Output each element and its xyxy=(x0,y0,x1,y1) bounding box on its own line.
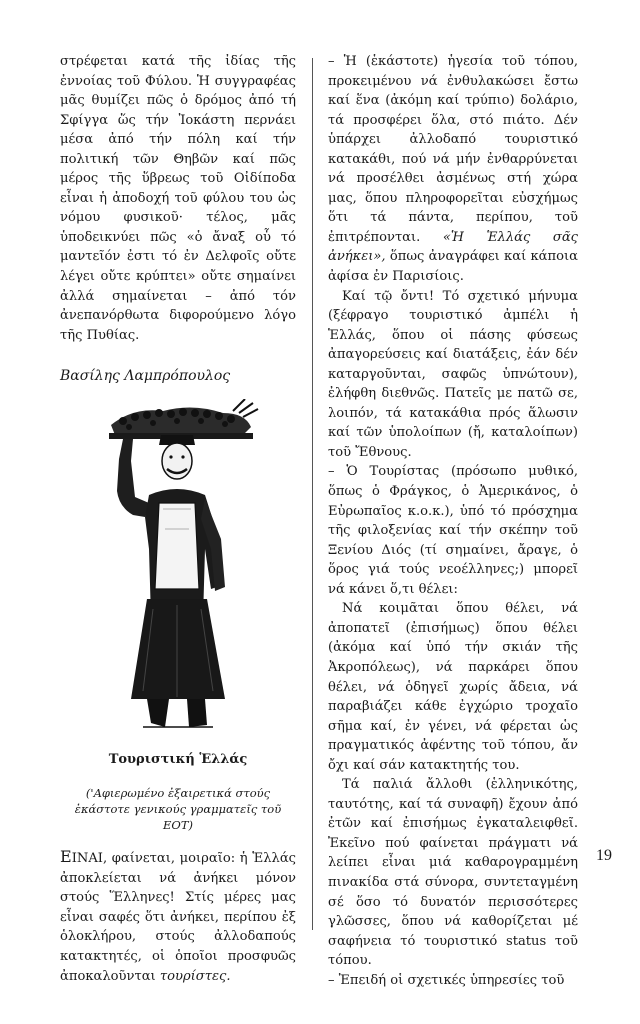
page-number: 19 xyxy=(596,847,612,864)
paragraph-alibis: Τά παλιά ἄλλοθι (ἑλληνικότης, ταυτότης, καί τά συναφῆ) ἔχουν ἀπό ἐτῶν καί ἐπισήμως ἐγκαταλειφθεῖ. Ἐκεῖνο πού φαίνεται πράγματι νά λείπει εἶναι μιά καθαρογραμμένη πινακίδα στά σύνορα, συντεταγμένη σέ ὅσο τό δυνατόν περισσότερες γλῶσσες, ὅπου νά καθορίζεται μέ σαφήνεια τό τουριστικό status τοῦ τόπου. xyxy=(328,777,578,969)
article-opening-paragraph xyxy=(60,847,296,986)
leadership-text: – Ἡ (ἑκάστοτε) ἡγεσία τοῦ τόπου, προκειμένου νά ἐνθυλακώσει ἔστω καί ἕνα (ἀκόμη καί τρύπιο) δολάριο, τά προσφέρει ὅλα, στό πιάτο. Δέν ὑπάρχει ἀλλοδαπό τουριστικό κατακάθι, πού νά μήν ἐνθαρρύνεται νά προσέλθει ἀσμένως στή χώρα μας, ὅπου πληροφορεῖται εὐσχήμως ὅτι τά πάντα, περίπου, τοῦ ἐπιτρέπονται. xyxy=(328,54,578,245)
paragraph-leadership xyxy=(328,52,578,287)
paragraph-intro: στρέφεται κατά τῆς ἰδίας τῆς ἐννοίας τοῦ Φύλου. Ἡ συγγραφέας μᾶς θυμίζει πῶς ὁ δρόμος ἀπό τή Σφίγγα ὥς τήν Ἰοκάστη περνάει μέσα ἀπό τήν πόλη καί τήν πολιτική τῶν Θηβῶν καί πῶς μέρος τῆς ὕβρεως τοῦ Οἰδίποδα εἶναι ἡ ἀποδοχή τοῦ φύλου του ὡς νόμου φυσικοῦ· τέλος, μᾶς ὑποδεικνύει πῶς «ὁ ἄναξ οὗ τό μαντεῖόν ἐστι τό ἐν Δελφοῖς οὔτε λέγει οὔτε κρύπτει» οὔτε σημαίνει ἀλλά σημαίνεται – ἀπό τόν ἀνεπανόρθωτα διφορούμενο λόγο τῆς Πυθίας. xyxy=(60,54,296,343)
opening-text: ΙΝΑΙ, φαίνεται, μοιραῖο: ἡ Ἑλλάς ἀποκλείεται νά ἀνήκει μόνον στούς Ἕλληνες! Στίς μέρες μας εἶναι σαφές ὅτι ἀνήκει, περίπου ἐξ ὁλοκλήρου, στούς ἀλλοδαπούς κατακτητές, οἱ ὁποῖοι προσφυῶς ἀποκαλοῦνται xyxy=(60,851,296,984)
left-column xyxy=(60,52,296,986)
column-divider xyxy=(312,58,313,930)
leadership-text-end: ὅπως ἀναγράφει καί κάποια ἀφίσα ἐν Παρισίοις. xyxy=(328,249,578,285)
vendor-drawing-icon xyxy=(93,399,263,744)
paragraph-freedoms: Νά κοιμᾶται ὅπου θέλει, νά ἀποπατεῖ (ἐπισήμως) ὅπου θέλει (ἀκόμα καί ὑπό τήν σκιάν τῆς Ἀκροπόλεως), νά παρκάρει ὅπου θέλει, νά ὁδηγεῖ χωρίς ἄδεια, νά παραβιάζει κάθε ἐγχώριο τροχαῖο σῆμα καί, ἐν γένει, νά φέρεται ὡς πραγματικός ἀφέντης τοῦ τόπου, ἄν ὄχι καί σάν κατακτητής του. xyxy=(328,601,578,773)
illustration-caption: Τουριστική Ἑλλάς xyxy=(108,751,248,767)
street-vendor-illustration xyxy=(60,399,296,744)
poster-quote: «Ἡ Ἑλλάς σᾶς ἀνήκει», xyxy=(328,229,578,265)
drop-cap: Ε xyxy=(60,847,72,867)
paragraph-message: Καί τῷ ὄντι! Τό σχετικό μήνυμα (ξέφραγο τουριστικό ἀμπέλι ἡ Ἑλλάς, ὅπου οἱ πάσης φύσεως ἀπαγορεύσεις καί διατάξεις, ἐάν δέν καταργοῦνται, σαφῶς ὑπνώτουν), ἐλήφθη διεθνῶς. Πατεῖς με πατῶ σε, λοιπόν, τά κατακάθια πρός ἅλωσιν καί τῶν ὑπολοίπων (ἤ, καταλοίπων) τοῦ Ἔθνους. xyxy=(328,288,578,460)
opening-italic-word: τουρίστες. xyxy=(159,968,231,984)
dedication-note: ('Αφιερωμένο ἐξαιρετικά στούς ἑκάστοτε γενικούς γραμματεῖς τοῦ ΕΟΤ) xyxy=(74,786,282,833)
right-column xyxy=(328,52,578,990)
paragraph-services: – Ἐπειδή οἱ σχετικές ὑπηρεσίες τοῦ xyxy=(328,972,565,988)
author-signature: Βασίλης Λαμπρόπουλος xyxy=(60,368,231,385)
paragraph-tourist: – Ὁ Τουρίστας (πρόσωπο μυθικό, ὅπως ὁ Φράγκος, ὁ Ἀμερικάνος, ὁ Εὐρωπαῖος κ.ο.κ.), ὑπό τό πρόσχημα τῆς φιλοξενίας καί τήν σκέπην τοῦ Ξενίου Διός (τί σημαίνει, ἄραγε, ὁ ὅρος γιά τούς νεοέλληνες;) μπορεῖ νά κάνει ὅ,τι θέλει: xyxy=(328,464,578,597)
